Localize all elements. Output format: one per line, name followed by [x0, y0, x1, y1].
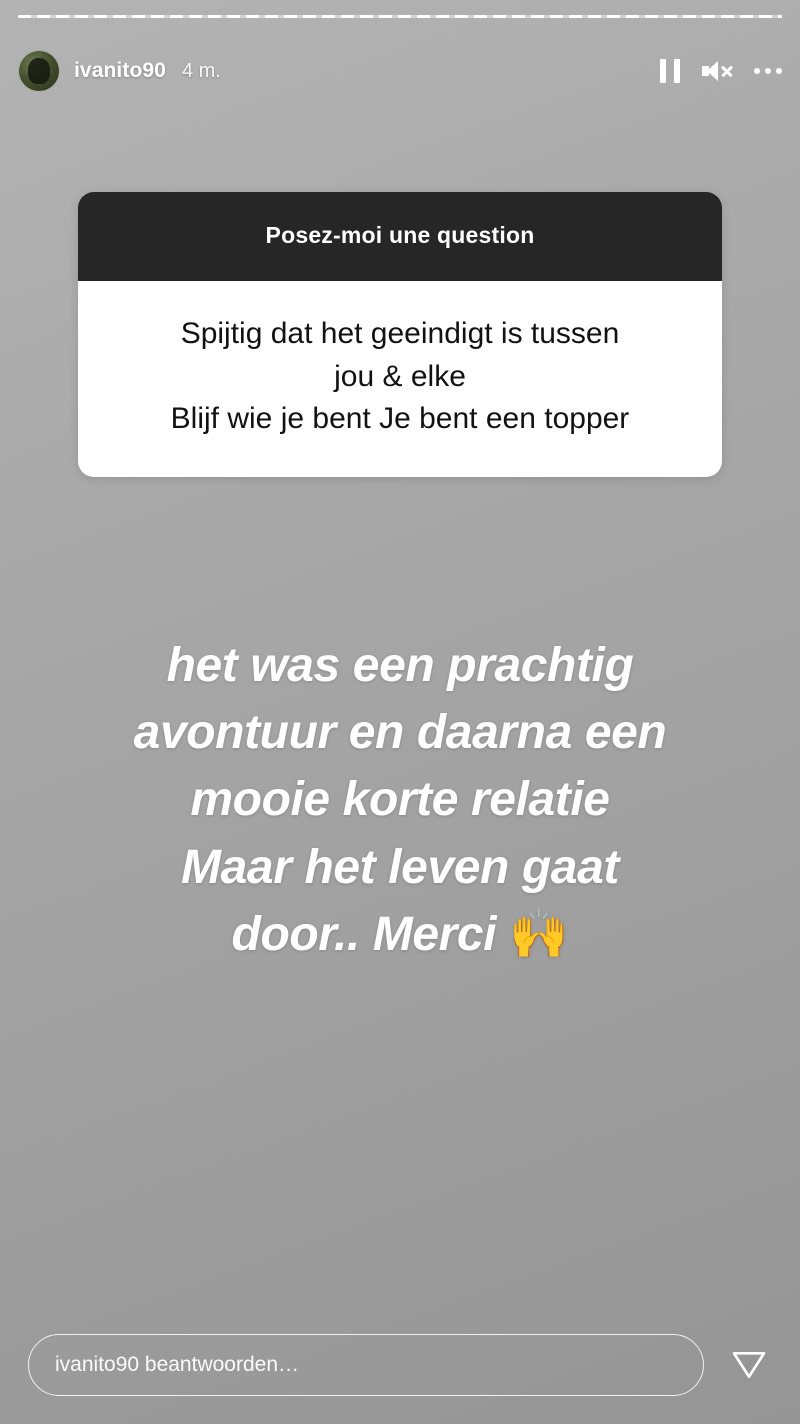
- username-label[interactable]: ivanito90: [74, 59, 166, 82]
- question-answer-line: jou & elke: [334, 359, 466, 393]
- reply-bar: [0, 1306, 800, 1424]
- caption-line-text: door.. Merci: [231, 907, 497, 961]
- story-progress-bar[interactable]: [18, 14, 782, 18]
- more-options-icon[interactable]: [754, 68, 782, 74]
- story-progress-track[interactable]: [18, 15, 782, 18]
- question-answer: [78, 281, 722, 477]
- caption-line: Maar het leven gaat: [181, 840, 619, 894]
- raised-hands-emoji: 🙌: [509, 907, 569, 961]
- question-answer-line: Spijtig dat het geeindigt is tussen: [180, 317, 620, 350]
- question-sticker[interactable]: [78, 192, 722, 477]
- story-header-actions: [660, 58, 782, 84]
- question-answer-line: Blijf wie je bent Je bent een topper: [170, 402, 630, 436]
- send-icon[interactable]: [726, 1342, 772, 1388]
- story-header: [18, 48, 782, 94]
- story-progress-dashes: [18, 15, 782, 18]
- caption-line-with-emoji: [60, 901, 740, 968]
- pause-icon[interactable]: [660, 59, 680, 83]
- mute-icon[interactable]: [702, 58, 732, 84]
- caption-line: avontuur en daarna een: [133, 706, 667, 760]
- reply-input[interactable]: [28, 1334, 704, 1396]
- question-prompt: Posez-moi une question: [78, 192, 722, 281]
- story-caption: [60, 632, 740, 968]
- avatar[interactable]: [18, 50, 60, 92]
- caption-line: het was een prachtig: [166, 639, 634, 692]
- caption-line: mooie korte relatie: [190, 773, 610, 827]
- timestamp-label: 4 m.: [181, 59, 221, 82]
